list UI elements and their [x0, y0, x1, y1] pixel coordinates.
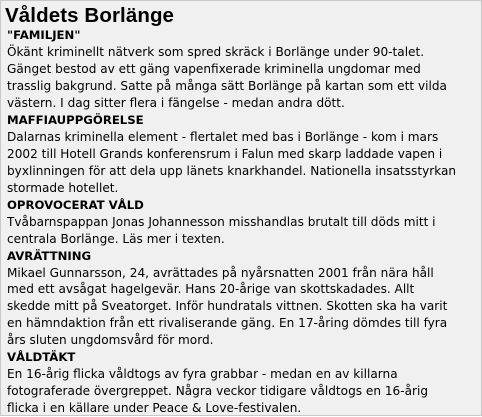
body-line: Ökänt kriminellt nätverk som spred skräck i Borlänge under 90-talet.: [7, 45, 425, 59]
section-valdtakt: [7, 349, 481, 417]
section-maffiauppgorelse: [7, 112, 481, 197]
body-line: En 16-årig flicka våldtogs av fyra grabbar - medan en av killarna: [7, 367, 398, 382]
page-title: Våldets Borlänge: [5, 4, 175, 27]
section-heading: AVRÄTTNING: [7, 248, 92, 263]
body-line: med ett avsågat hagelgevär. Hans 20-årige van skottskadades. Allt: [7, 282, 415, 297]
section-oprovocerat-vald: [7, 197, 481, 248]
body-line: fotograferade övergreppet. Några veckor tidigare våldtogs en 16-årig: [7, 384, 429, 399]
body-line: Tvåbarnspappan Jonas Johannesson misshandlas brutalt till döds mitt i: [7, 214, 436, 229]
section-heading: VÅLDTÄKT: [7, 350, 76, 365]
body-line: Mikael Gunnarsson, 24, avrättades på nyårsnatten 2001 från nära håll: [7, 265, 434, 280]
body-line: års sluten ungdomsvård för mord.: [7, 333, 214, 348]
section-heading: OPROVOCERAT VÅLD: [7, 197, 144, 212]
body-line: centrala Borlänge. Läs mer i texten.: [7, 231, 225, 246]
body-line: Gänget bestod av ett gäng vapenfixerade kriminella ungdomar med: [7, 61, 421, 76]
section-heading: "FAMILJEN": [7, 28, 81, 42]
body-line: trasslig bakgrund. Satte på många sätt Borlänge på kartan som ett vilda: [7, 78, 447, 93]
body-line: skedde mitt på Sveatorget. Inför hundratals vittnen. Skotten ska ha varit: [7, 299, 448, 314]
section-familjen: [7, 27, 481, 112]
body-line: västern. I dag sitter flera i fängelse - medan andra dött.: [7, 95, 345, 110]
article-content: [7, 27, 481, 417]
section-heading: MAFFIAUPPGÖRELSE: [7, 112, 144, 127]
body-line: flicka i en källare under Peace & Love-festivalen.: [7, 401, 302, 416]
body-line: Dalarnas kriminella element - flertalet med bas i Borlänge - kom i mars: [7, 129, 439, 144]
body-line: byxlinningen för att dela upp länets knarkhandel. Nationella insatsstyrkan: [7, 163, 457, 178]
body-line: stormade hotellet.: [7, 180, 119, 195]
body-line: en hämndaktion från ett rivaliserande gäng. En 17-åring dömdes till fyra: [7, 316, 448, 331]
body-line: 2002 till Hotell Grands konferensrum i Falun med skarp laddade vapen i: [7, 146, 443, 161]
section-avrattning: [7, 248, 481, 350]
